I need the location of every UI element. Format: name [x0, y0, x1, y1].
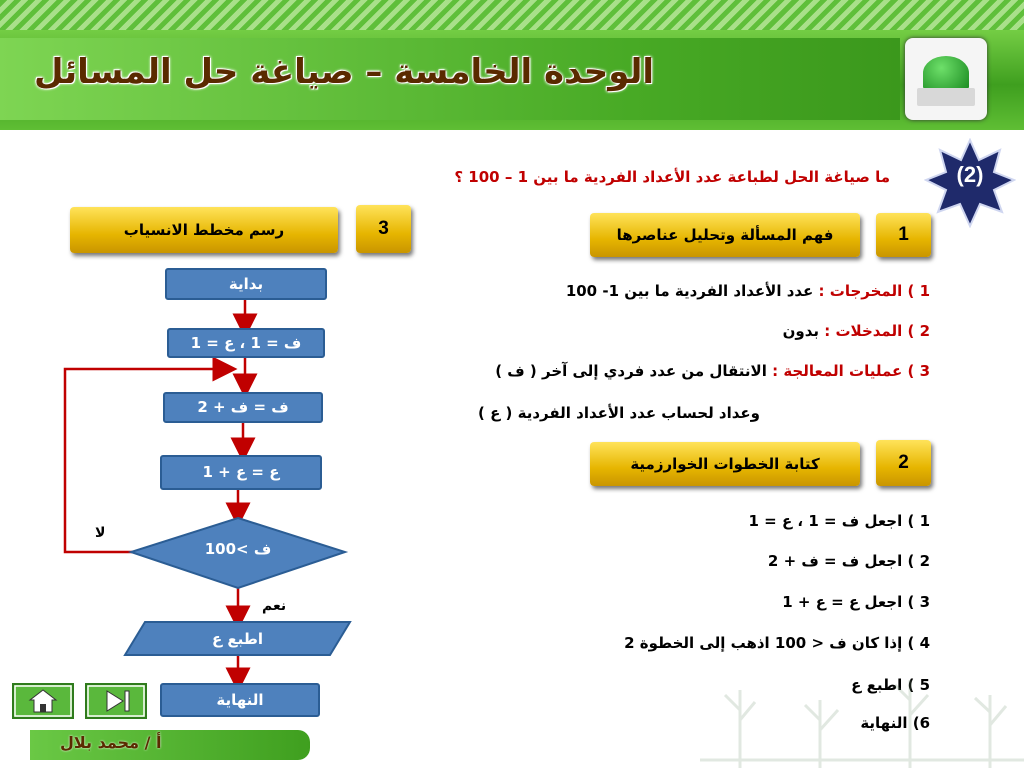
next-slide-button[interactable]	[85, 683, 147, 719]
question-text: ما صياغة الحل لطباعة عدد الأعداد الفردية ما بين 1 – 100 ؟	[454, 168, 890, 186]
step1-title-box: فهم المسألة وتحليل عناصرها	[590, 213, 860, 257]
algorithm-step-1: 1 ) اجعل ف = 1 ، ع = 1	[748, 512, 930, 530]
step1-processing-continuation: وعداد لحساب عدد الأعداد الفردية ( ع )	[478, 404, 760, 422]
processing-text: الانتقال من عدد فردي إلى آخر ( ف )	[495, 362, 767, 380]
slide-number-label: (2)	[956, 162, 984, 187]
decorative-plants	[700, 640, 1024, 768]
flow-print-label: اطبع ع	[211, 630, 264, 648]
inputs-text: بدون	[782, 322, 820, 340]
step2-number-box: 2	[876, 440, 931, 486]
step3-title-box: رسم مخطط الانسياب	[70, 207, 338, 253]
author-name: أ / محمد بلال	[60, 733, 162, 752]
algorithm-step-2: 2 ) اجعل ف = ف + 2	[767, 552, 930, 570]
processing-label: 3 ) عمليات المعالجة :	[772, 362, 930, 380]
algorithm-step-4: 4 ) إذا كان ف < 100 اذهب إلى الخطوة 2	[624, 634, 930, 652]
flow-yes-label: نعم	[262, 598, 287, 614]
algorithm-step-6: 6) النهاية	[860, 714, 930, 732]
algorithm-step-5: 5 ) اطبع ع	[851, 676, 930, 694]
flow-init: ف = 1 ، ع = 1	[167, 328, 325, 358]
flow-increment-c: ع = ع + 1	[160, 455, 322, 490]
flow-decision-label: ف >100	[204, 540, 272, 558]
outputs-text: عدد الأعداد الفردية ما بين 1- 100	[565, 282, 814, 300]
skip-next-icon	[87, 685, 145, 717]
home-icon	[14, 685, 72, 717]
step1-number-box: 1	[876, 213, 931, 257]
flow-no-label: لا	[95, 525, 106, 541]
inputs-label: 2 ) المدخلات :	[824, 322, 930, 340]
page-title: الوحدة الخامسة – صياغة حل المسائل	[34, 52, 654, 92]
outputs-label: 1 ) المخرجات :	[818, 282, 930, 300]
algorithm-step-3: 3 ) اجعل ع = ع + 1	[782, 593, 930, 611]
flow-end: النهاية	[160, 683, 320, 717]
home-button[interactable]	[12, 683, 74, 719]
step3-number-box: 3	[356, 205, 411, 253]
flow-increment-f: ف = ف + 2	[163, 392, 323, 423]
step2-title-box: كتابة الخطوات الخوارزمية	[590, 442, 860, 486]
flow-start: بداية	[165, 268, 327, 300]
